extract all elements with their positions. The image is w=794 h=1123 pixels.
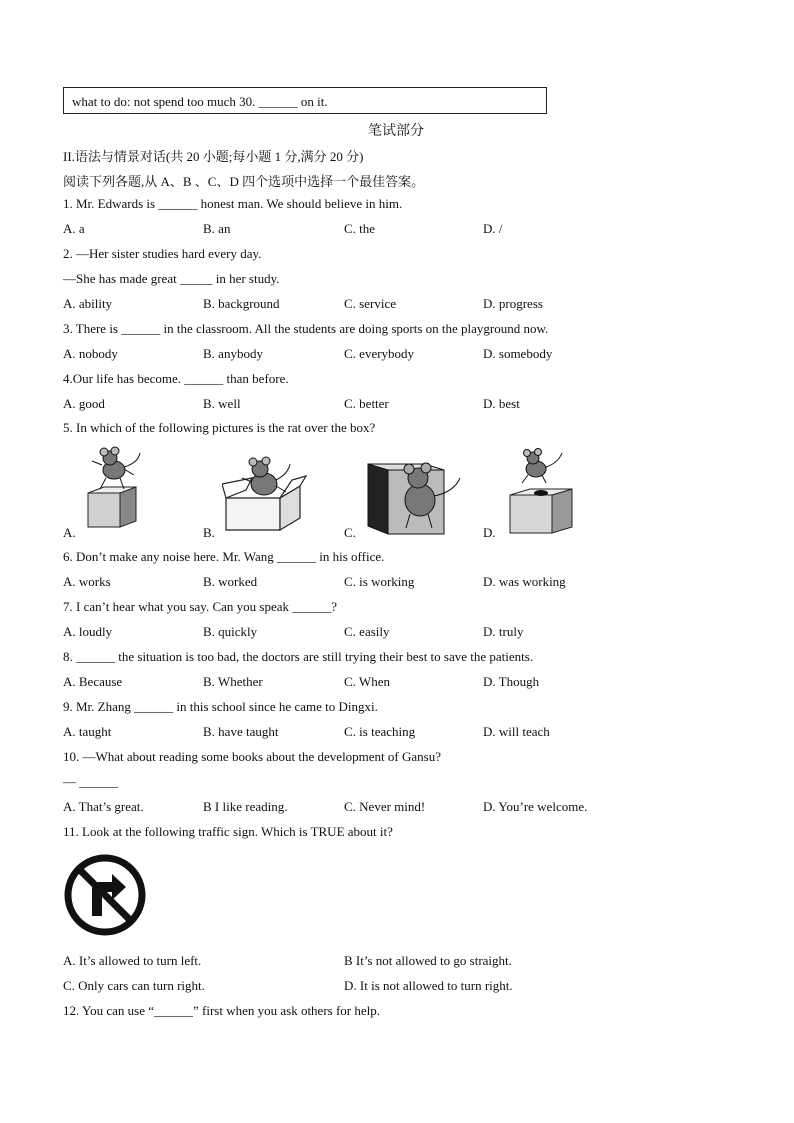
- q4-option-a: A. good: [63, 396, 105, 411]
- question-10-stem-2: — ______: [63, 774, 119, 789]
- question-6-stem: 6. Don’t make any noise here. Mr. Wang ______ in his office.: [63, 549, 385, 564]
- q5-option-a: A.: [63, 525, 76, 540]
- q9-option-d: D. will teach: [483, 724, 550, 739]
- q1-option-c: C. the: [344, 221, 376, 236]
- q1-option-d: D. /: [483, 221, 503, 236]
- question-2-stem-2: —She has made great _____ in her study.: [63, 271, 280, 286]
- q6-option-b: B. worked: [203, 574, 258, 589]
- rat-icon: [92, 447, 140, 489]
- q7-option-c: C. easily: [344, 624, 390, 639]
- q2-option-c: C. service: [344, 296, 396, 311]
- question-9-stem: 9. Mr. Zhang ______ in this school since he came to Dingxi.: [63, 699, 378, 714]
- instruction: 阅读下列各题,从 A、B 、C、D 四个选项中选择一个最佳答案。: [63, 174, 425, 189]
- question-8-stem: 8. ______ the situation is too bad, the doctors are still trying their best to save the patients.: [63, 649, 534, 664]
- q11-option-d: D. It is not allowed to turn right.: [344, 978, 513, 993]
- rat-icon: [522, 449, 562, 484]
- q5-option-b: B.: [203, 525, 215, 540]
- question-4-stem: 4.Our life has become. ______ than before.: [63, 371, 289, 386]
- q5-option-c: C.: [344, 525, 356, 540]
- part-heading: II.语法与情景对话(共 20 小题;每小题 1 分,满分 20 分): [63, 149, 364, 164]
- answer-box: [63, 87, 547, 114]
- q9-option-a: A. taught: [63, 724, 112, 739]
- question-10-stem: 10. —What about reading some books about the development of Gansu?: [63, 749, 441, 764]
- q9-option-c: C. is teaching: [344, 724, 416, 739]
- q3-option-a: A. nobody: [63, 346, 118, 361]
- q5-option-d: D.: [483, 525, 496, 540]
- rat-icon: [242, 457, 290, 495]
- question-12-stem: 12. You can use “______” first when you ask others for help.: [63, 1003, 381, 1018]
- rat-over-box-picture-d: [506, 447, 576, 537]
- q2-option-a: A. ability: [63, 296, 113, 311]
- q8-option-d: D. Though: [483, 674, 540, 689]
- q10-option-d: D. You’re welcome.: [483, 799, 588, 814]
- q8-option-a: A. Because: [63, 674, 123, 689]
- question-11-stem: 11. Look at the following traffic sign. Which is TRUE about it?: [63, 824, 393, 839]
- rat-in-front-of-box-picture-c: [364, 456, 464, 536]
- q3-option-d: D. somebody: [483, 346, 553, 361]
- q7-option-a: A. loudly: [63, 624, 113, 639]
- rat-over-box-picture-a: [80, 445, 150, 535]
- q3-option-c: C. everybody: [344, 346, 415, 361]
- answer-box-text: what to do: not spend too much 30. ______ on it.: [72, 94, 328, 109]
- question-5-stem: 5. In which of the following pictures is the rat over the box?: [63, 420, 376, 435]
- q2-option-d: D. progress: [483, 296, 543, 311]
- question-7-stem: 7. I can’t hear what you say. Can you speak ______?: [63, 599, 338, 614]
- q1-option-a: A. a: [63, 221, 85, 236]
- q8-option-b: B. Whether: [203, 674, 263, 689]
- section-title: 笔试部分: [368, 124, 424, 139]
- q2-option-b: B. background: [203, 296, 280, 311]
- q9-option-b: B. have taught: [203, 724, 279, 739]
- q4-option-b: B. well: [203, 396, 241, 411]
- q10-option-b: B I like reading.: [203, 799, 288, 814]
- q8-option-c: C. When: [344, 674, 390, 689]
- q7-option-b: B. quickly: [203, 624, 258, 639]
- q6-option-c: C. is working: [344, 574, 415, 589]
- q6-option-d: D. was working: [483, 574, 566, 589]
- q4-option-c: C. better: [344, 396, 389, 411]
- question-1-stem: 1. Mr. Edwards is ______ honest man. We should believe in him.: [63, 196, 403, 211]
- q7-option-d: D. truly: [483, 624, 524, 639]
- q11-option-c: C. Only cars can turn right.: [63, 978, 205, 993]
- q1-option-b: B. an: [203, 221, 231, 236]
- question-3-stem: 3. There is ______ in the classroom. All the students are doing sports on the playground now.: [63, 321, 549, 336]
- no-right-turn-sign-icon: [64, 854, 146, 936]
- q11-option-b: B It’s not allowed to go straight.: [344, 953, 512, 968]
- question-2-stem: 2. —Her sister studies hard every day.: [63, 246, 262, 261]
- q11-option-a: A. It’s allowed to turn left.: [63, 953, 202, 968]
- q6-option-a: A. works: [63, 574, 111, 589]
- q4-option-d: D. best: [483, 396, 520, 411]
- q10-option-a: A. That’s great.: [63, 799, 144, 814]
- q10-option-c: C. Never mind!: [344, 799, 426, 814]
- q3-option-b: B. anybody: [203, 346, 263, 361]
- rat-in-box-picture-b: [222, 456, 308, 534]
